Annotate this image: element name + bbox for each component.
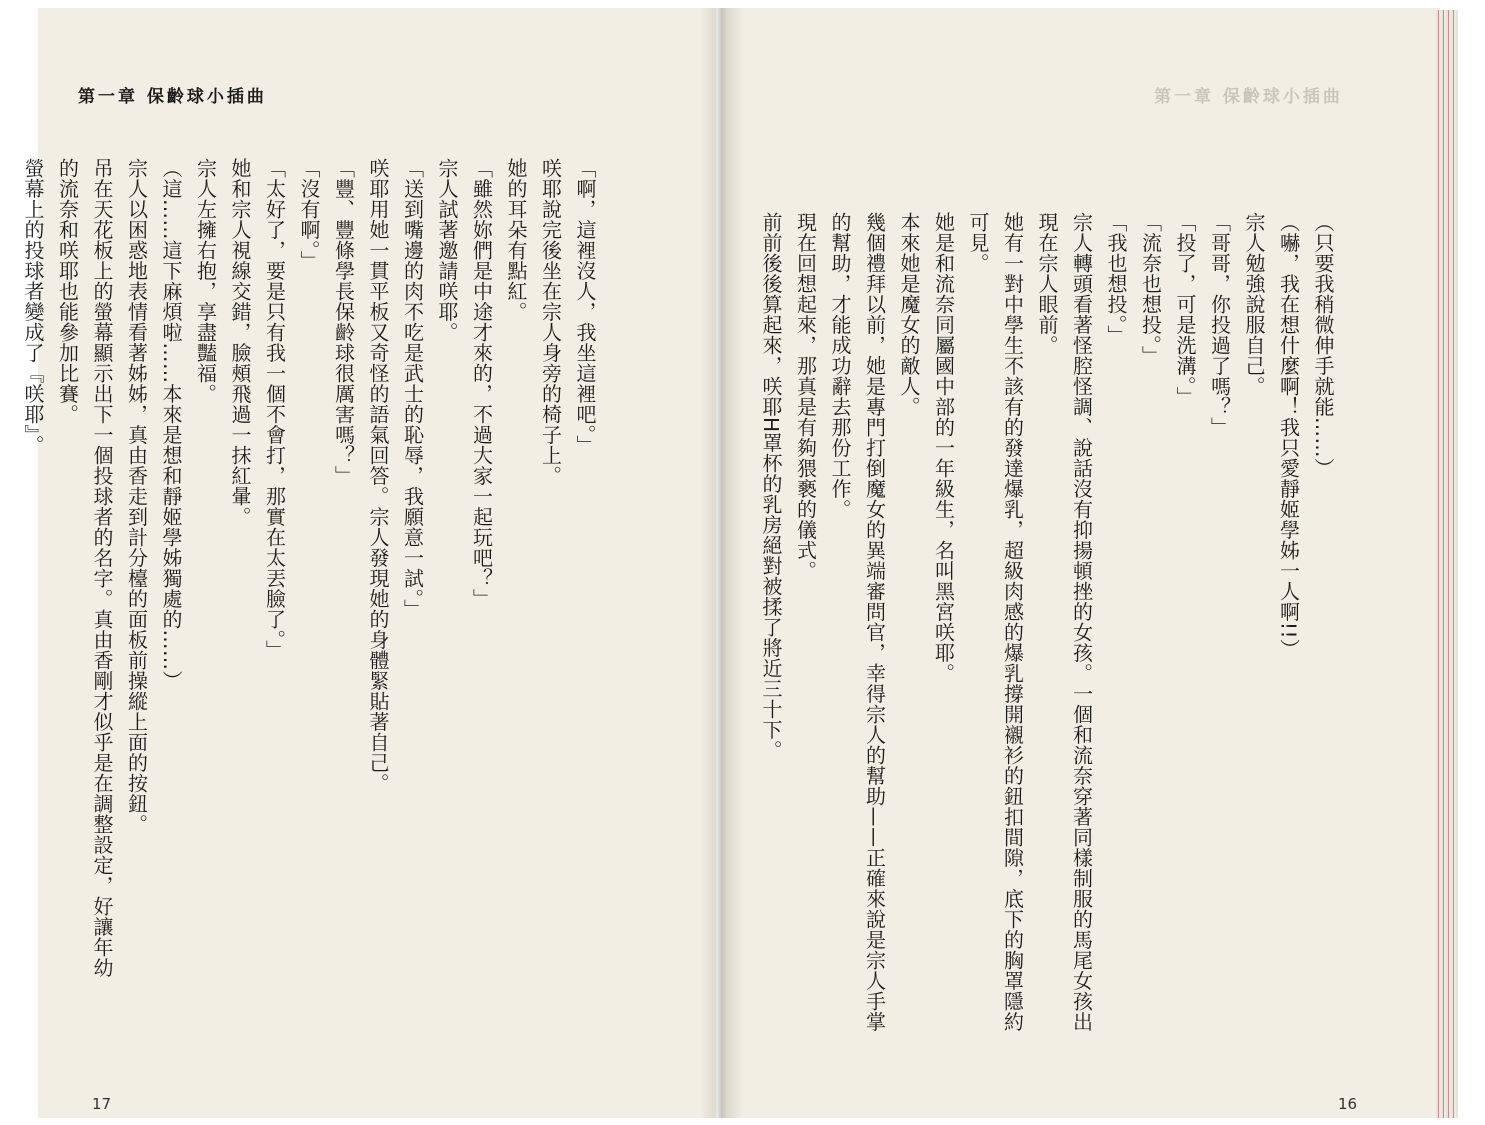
text-line: 現在宗人眼前。 — [1035, 212, 1059, 356]
text-line: 宗人試著邀請咲耶。 — [435, 158, 459, 343]
text-line: 咲耶說完後坐在宗人身旁的椅子上。 — [538, 158, 563, 486]
text-line: 「豐、豐條學長保齡球很厲害嗎？」 — [331, 158, 356, 486]
page-edge — [1436, 10, 1458, 1118]
text-line: 她的耳朵有點紅。 — [504, 158, 528, 322]
text-line: 吊在天花板上的螢幕顯示出下一個投球者的名字。真由香剛才似乎是在調整設定，好讓年幼 — [90, 158, 114, 978]
text-line: 本來她是魔女的敵人。 — [897, 212, 921, 417]
text-line: 「雖然妳們是中途才來的，不過大家一起玩吧？」 — [469, 158, 494, 609]
text-line: 前前後後算起來，咲耶H罩杯的乳房絕對被揉了將近三十下。 — [759, 212, 783, 761]
text-line: 「我也想投。」 — [1104, 212, 1128, 346]
text-line: 現在回想起來，那真是有夠猥褻的儀式。 — [793, 212, 818, 581]
right-page-text — [759, 212, 1340, 1062]
text-line: 宗人勉強說服自己。 — [1242, 212, 1266, 397]
text-line: 的流奈和咲耶也能參加比賽。 — [55, 158, 80, 425]
text-line: 「流奈也想投。」 — [1138, 212, 1163, 366]
text-line: （嚇，我在想什麼啊！我只愛靜姬學姊一人啊!!） — [1276, 212, 1301, 660]
text-line: 「哥哥，你投過了嗎？」 — [1207, 212, 1232, 438]
text-line: 咲耶用她一貫平板又奇怪的語氣回答。宗人發現她的身體緊貼著自己。 — [366, 158, 390, 794]
text-line: 「太好了，要是只有我一個不會打，那實在太丟臉了。」 — [262, 158, 287, 661]
text-line: 宗人左擁右抱，享盡豔福。 — [193, 158, 218, 404]
text-line: 「沒有啊。」 — [297, 158, 321, 271]
right-chapter-header: 第一章 保齡球小插曲 — [1154, 87, 1343, 107]
text-line: 她和宗人視線交錯，臉頰飛過一抹紅暈。 — [228, 158, 252, 527]
text-line: 的幫助，才能成功辭去那份工作。 — [828, 212, 852, 520]
text-line: 她有一對中學生不該有的發達爆乳，超級肉感的爆乳撐開襯衫的鈕扣間隙，底下的胸罩隱約 — [1000, 212, 1025, 1032]
text-line: 「啊，這裡沒人，我坐這裡吧。」 — [573, 158, 597, 456]
text-line: （這……這下麻煩啦……本來是想和靜姬學姊獨處的……） — [159, 158, 183, 691]
text-line: 宗人轉頭看著怪腔怪調、說話沒有抑揚頓挫的女孩。一個和流奈穿著同樣制服的馬尾女孩出 — [1069, 212, 1094, 1032]
text-line: （只要我稍微伸手就能……） — [1311, 212, 1335, 479]
text-line: 幾個禮拜以前，她是專門打倒魔女的異端審問官，幸得宗人的幫助——正確來說是宗人手掌 — [862, 212, 887, 1032]
text-line: 她是和流奈同屬國中部的一年級生，名叫黑宮咲耶。 — [931, 212, 956, 684]
left-page-number: 17 — [92, 1095, 112, 1113]
text-line: 「投了，可是洗溝。」 — [1173, 212, 1197, 407]
text-line: 螢幕上的投球者變成了『咲耶』。 — [21, 158, 45, 456]
text-line: 宗人以困惑地表情看著姊姊，真由香走到計分檯的面板前操縱上面的按鈕。 — [124, 158, 149, 835]
left-page-text — [21, 158, 602, 1008]
right-page-number: 16 — [1338, 1095, 1358, 1113]
text-line: 「送到嘴邊的肉不吃是武士的恥辱，我願意一試。」 — [400, 158, 425, 620]
text-line: 可見。 — [966, 212, 990, 274]
book-gutter — [700, 8, 744, 1118]
left-chapter-header: 第一章 保齡球小插曲 — [78, 87, 267, 107]
